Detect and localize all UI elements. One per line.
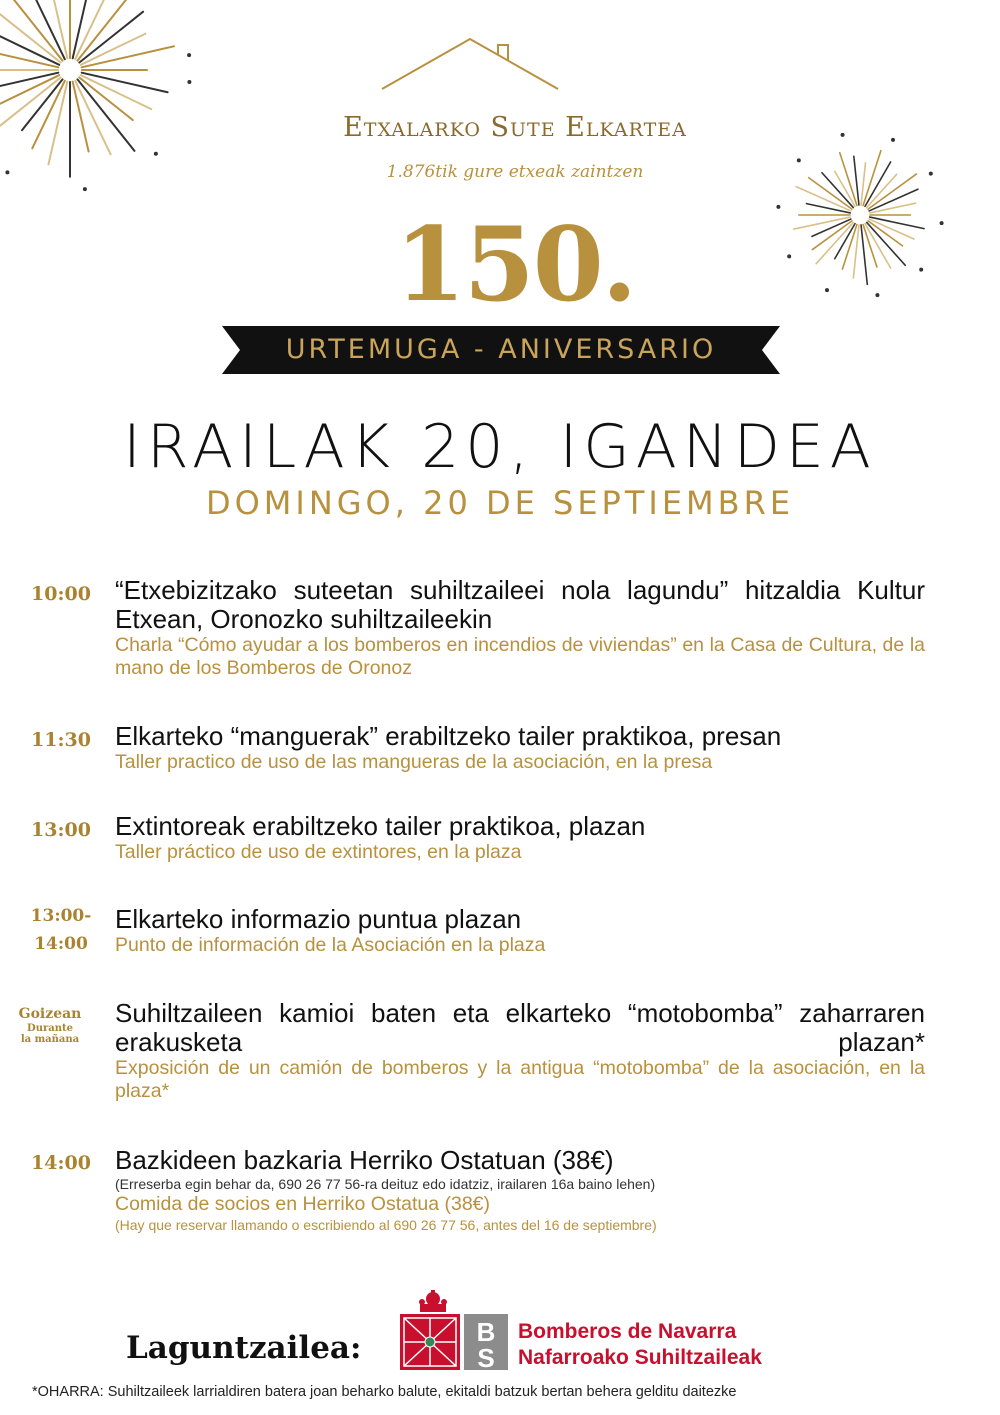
date-sub: DOMINGO, 20 DE SEPTIEMBRE	[205, 484, 795, 522]
navarra-coat-of-arms-logo	[398, 1290, 510, 1372]
firework-left-decoration	[0, 0, 220, 220]
sponsor-name-spanish: Bomberos de Navarra	[518, 1320, 737, 1343]
anniversary-number: 150.	[394, 205, 636, 325]
tagline: 1.876tik gure etxeak zaintzen	[386, 162, 644, 182]
ribbon-text: URTEMUGA - ANIVERSARIO	[285, 334, 717, 365]
event-body	[115, 1146, 925, 1234]
logo-letter-s: S	[477, 1343, 495, 1372]
sponsor-label: Laguntzailea:	[126, 1330, 362, 1366]
event-title: Elkarteko informazio puntua plazan	[115, 904, 522, 934]
event-title: Elkarteko “manguerak” erabiltzeko tailer praktikoa, presan	[115, 721, 782, 751]
anniversary-ribbon	[222, 326, 780, 374]
event-note: (Erreserba egin behar da, 690 26 77 56-ra deituz edo idatziz, irailaren 16a baino lehen)	[115, 1176, 656, 1192]
event-time: 14:00	[31, 1152, 91, 1174]
organization-name: Etxalarko Sute Elkartea	[343, 112, 687, 143]
event-time-label	[0, 1006, 110, 1045]
event-time-range	[6, 905, 116, 955]
event-title: Bazkideen bazkaria Herriko Ostatuan (38€)	[115, 1145, 614, 1175]
event-title: Suhiltzaileen kamioi baten eta elkarteko “motobomba” zaharraren erakusketa plazan*	[115, 998, 925, 1057]
event-time: 11:30	[31, 729, 91, 751]
event-time: 10:00	[31, 583, 91, 605]
footnote: *OHARRA: Suhiltzaileek larrialdiren batera joan beharko balute, ekitaldi batzuk bertan behera gelditu daitezke	[32, 1384, 737, 1400]
event-time-end: 14:00	[34, 934, 88, 954]
event-title: “Etxebizitzako suteetan suhiltzaileei nola lagundu” hitzaldia Kultur Etxean, Oronozko suhiltzaileekin	[115, 575, 925, 634]
event-description-note: (Hay que reservar llamando o escribiendo al 690 26 77 56, antes del 16 de septiembre)	[115, 1217, 657, 1233]
event-time-sub-2: la mañana	[20, 1034, 80, 1045]
house-roof-logo	[380, 35, 560, 95]
date-main: IRAILAK 20, IGANDEA	[123, 412, 877, 482]
event-description: Charla “Cómo ayudar a los bomberos en incendios de viviendas” en la Casa de Cultura, de la mano de los Bomberos de Oronoz	[115, 634, 925, 679]
event-description: Comida de socios en Herriko Ostatua (38€)	[115, 1193, 491, 1215]
sponsor-name-basque: Nafarroako Suhiltzaileak	[518, 1346, 762, 1369]
event-time-start: 13:00-	[30, 906, 92, 926]
event-description: Punto de información de la Asociación en la plaza	[115, 934, 546, 956]
event-time: 13:00	[31, 819, 91, 841]
logo-letter-b: B	[476, 1317, 496, 1347]
event-body	[115, 999, 925, 1103]
event-body	[115, 812, 925, 864]
event-time-sub-1: Durante	[27, 1023, 73, 1034]
event-time-main: Goizean	[18, 1006, 82, 1022]
event-title: Extintoreak erabiltzeko tailer praktikoa, plazan	[115, 811, 646, 841]
event-description: Taller practico de uso de las mangueras de la asociación, en la presa	[115, 751, 713, 773]
event-body	[115, 576, 925, 680]
event-body	[115, 722, 925, 774]
event-description: Taller práctico de uso de extintores, en la plaza	[115, 841, 522, 863]
event-body	[115, 905, 925, 957]
event-description: Exposición de un camión de bomberos y la antigua “motobomba” de la asociación, en la plaza*	[115, 1057, 925, 1102]
